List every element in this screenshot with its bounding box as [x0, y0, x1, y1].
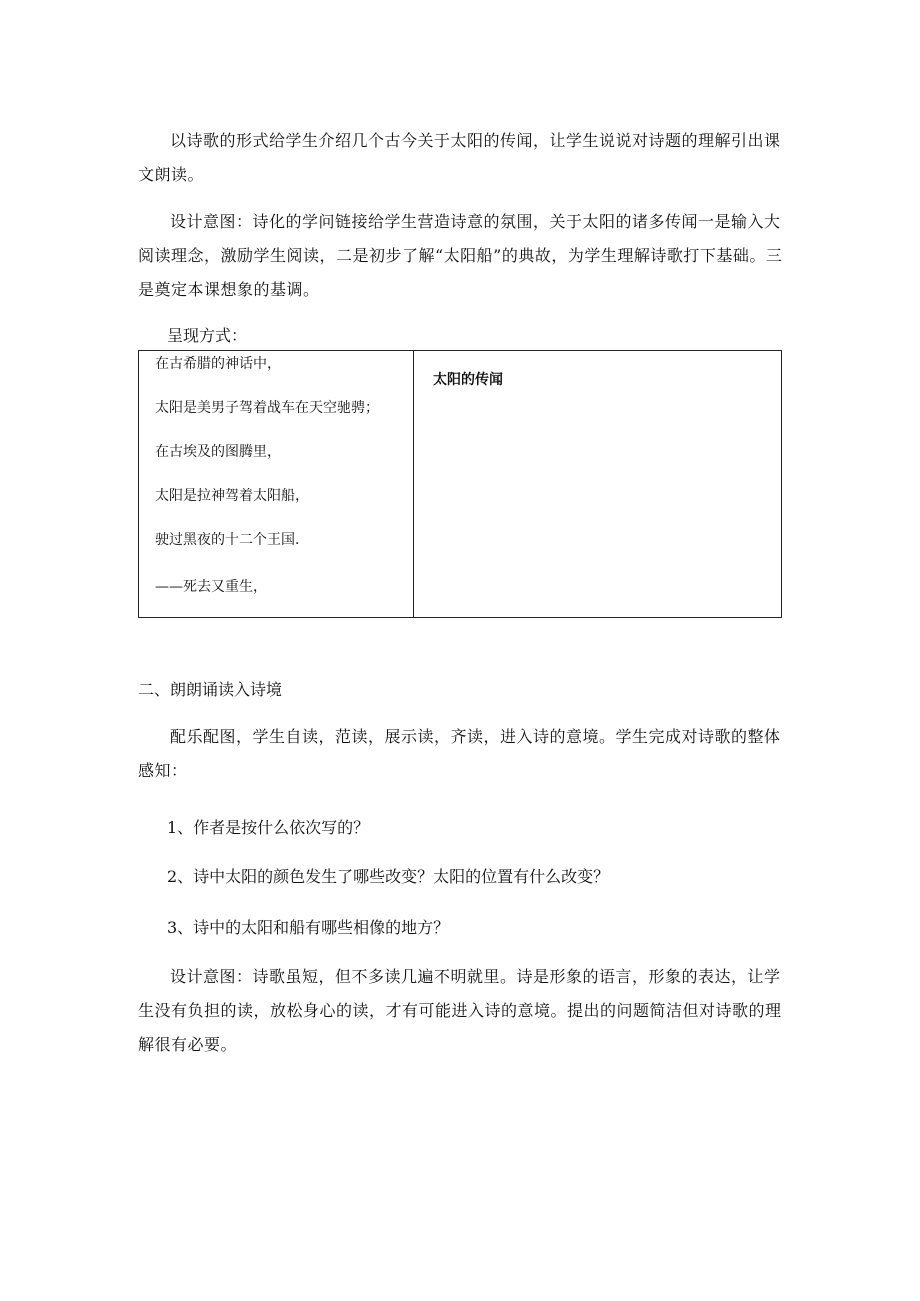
- question-item: 3、诗中的太阳和船有哪些相像的地方？: [167, 918, 450, 937]
- section2-heading: 二、朗朗诵读入诗境: [138, 680, 283, 699]
- table-left-line: 在古希腊的神话中，: [155, 356, 281, 372]
- table-left-line: 太阳是拉神驾着太阳船，: [155, 488, 309, 504]
- legend-table: [138, 350, 782, 618]
- intro-paragraph: 以诗歌的形式给学生介绍几个古今关于太阳的传闻，让学生说说对诗题的理解引出课文朗读。: [138, 131, 781, 184]
- table-right-title: 太阳的传闻: [433, 372, 503, 388]
- table-left-line: 驶过黑夜的十二个王国.: [155, 532, 300, 548]
- section2-paragraph: 配乐配图，学生自读，范读，展示读，齐读，进入诗的意境。学生完成对诗歌的整体感知：: [138, 727, 781, 780]
- question-item: 1、作者是按什么依次写的？: [167, 818, 370, 837]
- table-left-line: 太阳是美男子驾着战车在天空驰骋；: [155, 400, 379, 416]
- table-divider: [413, 351, 414, 617]
- presentation-label: 呈现方式：: [167, 326, 248, 345]
- intro-design-intent: 设计意图：诗化的学问链接给学生营造诗意的氛围，关于太阳的诸多传闻一是输入大阅读理念，激励学生阅读，二是初步了解“太阳船”的典故，为学生理解诗歌打下基础。三是奠定本课想象的基调。: [138, 212, 783, 299]
- section2-design-intent: 设计意图：诗歌虽短，但不多读几遍不明就里。诗是形象的语言，形象的表达，让学生没有负担的读，放松身心的读，才有可能进入诗的意境。提出的问题简洁但对诗歌的理解很有必要。: [138, 967, 782, 1054]
- question-item: 2、诗中太阳的颜色发生了哪些改变？太阳的位置有什么改变？: [167, 867, 610, 886]
- table-left-line: 在古埃及的图腾里，: [155, 444, 281, 460]
- table-left-line: ——死去又重生，: [155, 579, 267, 595]
